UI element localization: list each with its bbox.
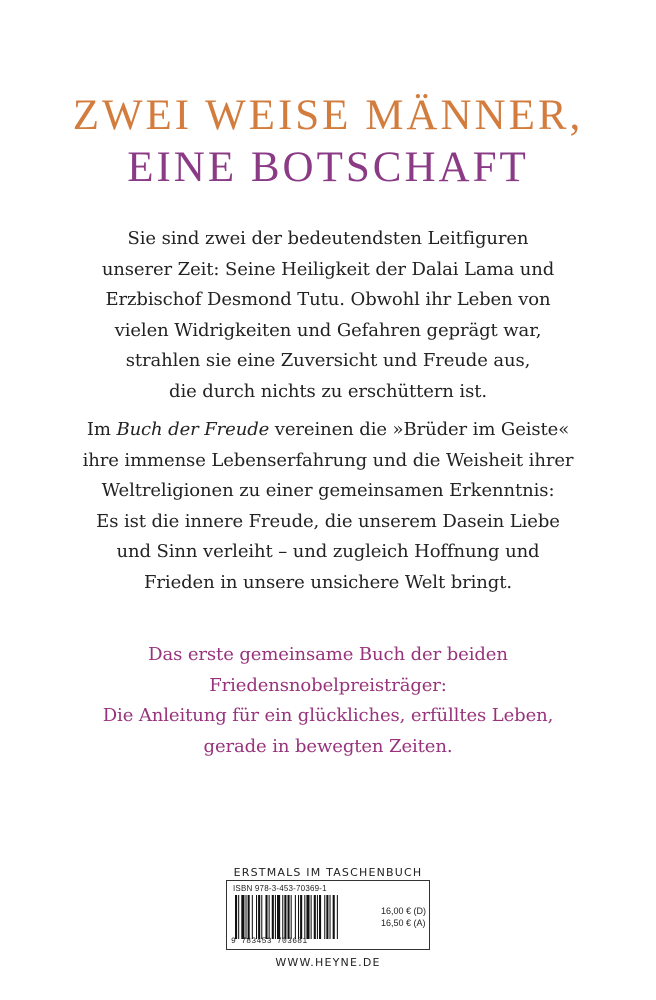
intro-line: unserer Zeit: Seine Heiligkeit der Dalai Lama und <box>101 258 555 280</box>
price-austria: 16,50 € (A) <box>381 918 426 928</box>
intro-line: Sie sind zwei der bedeutendsten Leitfiguren <box>127 228 529 249</box>
description-text: Im <box>86 419 117 440</box>
barcode-bar <box>252 895 253 939</box>
description-line: ihre immense Lebenserfahrung und die Weisheit ihrer <box>82 449 574 471</box>
barcode <box>233 895 377 939</box>
intro-paragraph <box>60 224 596 407</box>
book-title-italic: Buch der Freude <box>116 419 270 440</box>
barcode-bar <box>235 895 237 939</box>
tagline-paragraph <box>60 640 596 762</box>
barcode-bar <box>272 895 274 939</box>
barcode-bar <box>319 895 321 939</box>
book-description-paragraph <box>60 415 596 598</box>
edition-note: ERSTMALS IM TASCHENBUCH <box>233 866 423 879</box>
barcode-bar <box>317 895 318 939</box>
isbn-barcode-box <box>226 880 430 950</box>
barcode-bar <box>291 895 292 939</box>
barcode-bar <box>248 895 250 939</box>
barcode-bar <box>295 895 296 939</box>
headline-line-2: EINE BOTSCHAFT <box>127 144 529 191</box>
price-germany: 16,00 € (D) <box>381 906 427 916</box>
barcode-bar <box>258 895 260 939</box>
barcode-bar <box>311 895 312 939</box>
barcode-bar <box>288 895 290 939</box>
tagline-line: Die Anleitung für ein glückliches, erfülltes Leben, <box>102 705 554 726</box>
barcode-bar <box>282 895 283 939</box>
barcode-bar <box>326 895 328 939</box>
barcode-bar <box>241 895 244 939</box>
barcode-bar <box>284 895 286 939</box>
barcode-bar <box>265 895 267 939</box>
barcode-bar <box>238 895 239 939</box>
barcode-bar <box>256 895 257 939</box>
barcode-bar <box>337 895 338 939</box>
description-line <box>60 415 596 446</box>
tagline-line: gerade in bewegten Zeiten. <box>203 735 453 757</box>
description-line: Weltreligionen zu einer gemeinsamen Erkenntnis: <box>101 480 555 501</box>
isbn-label: ISBN 978-3-453-70369-1 <box>233 884 327 893</box>
barcode-bar <box>298 895 299 939</box>
barcode-bar <box>324 895 325 939</box>
barcode-digits: 9 783453 703681 <box>231 937 308 946</box>
barcode-bar <box>275 895 276 939</box>
barcode-bar <box>277 895 280 939</box>
barcode-bar <box>314 895 316 939</box>
description-line: und Sinn verleiht – und zugleich Hoffnung und <box>116 541 540 562</box>
barcode-bar <box>261 895 262 939</box>
intro-line: die durch nichts zu erschüttern ist. <box>169 380 487 402</box>
tagline-line: Friedensnobelpreisträger: <box>209 674 447 696</box>
barcode-bar <box>306 895 309 939</box>
barcode-bar <box>304 895 305 939</box>
description-line: Frieden in unsere unsichere Welt bringt. <box>144 571 512 593</box>
tagline-line: Das erste gemeinsame Buch der beiden <box>148 644 508 665</box>
barcode-bar <box>333 895 335 939</box>
headline-line-1: ZWEI WEISE MÄNNER, <box>72 92 584 139</box>
description-text: vereinen die »Brüder im Geiste« <box>269 419 570 440</box>
description-line: Es ist die innere Freude, die unserem Dasein Liebe <box>96 510 560 532</box>
barcode-bar <box>246 895 247 939</box>
intro-line: Erzbischof Desmond Tutu. Obwohl ihr Leben von <box>105 289 551 310</box>
barcode-bar <box>269 895 270 939</box>
publisher-website: WWW.HEYNE.DE <box>275 956 381 969</box>
barcode-bar <box>300 895 302 939</box>
barcode-bar <box>330 895 331 939</box>
intro-line: strahlen sie eine Zuversicht und Freude aus, <box>125 350 531 371</box>
intro-line: vielen Widrigkeiten und Gefahren geprägt war, <box>114 319 542 341</box>
